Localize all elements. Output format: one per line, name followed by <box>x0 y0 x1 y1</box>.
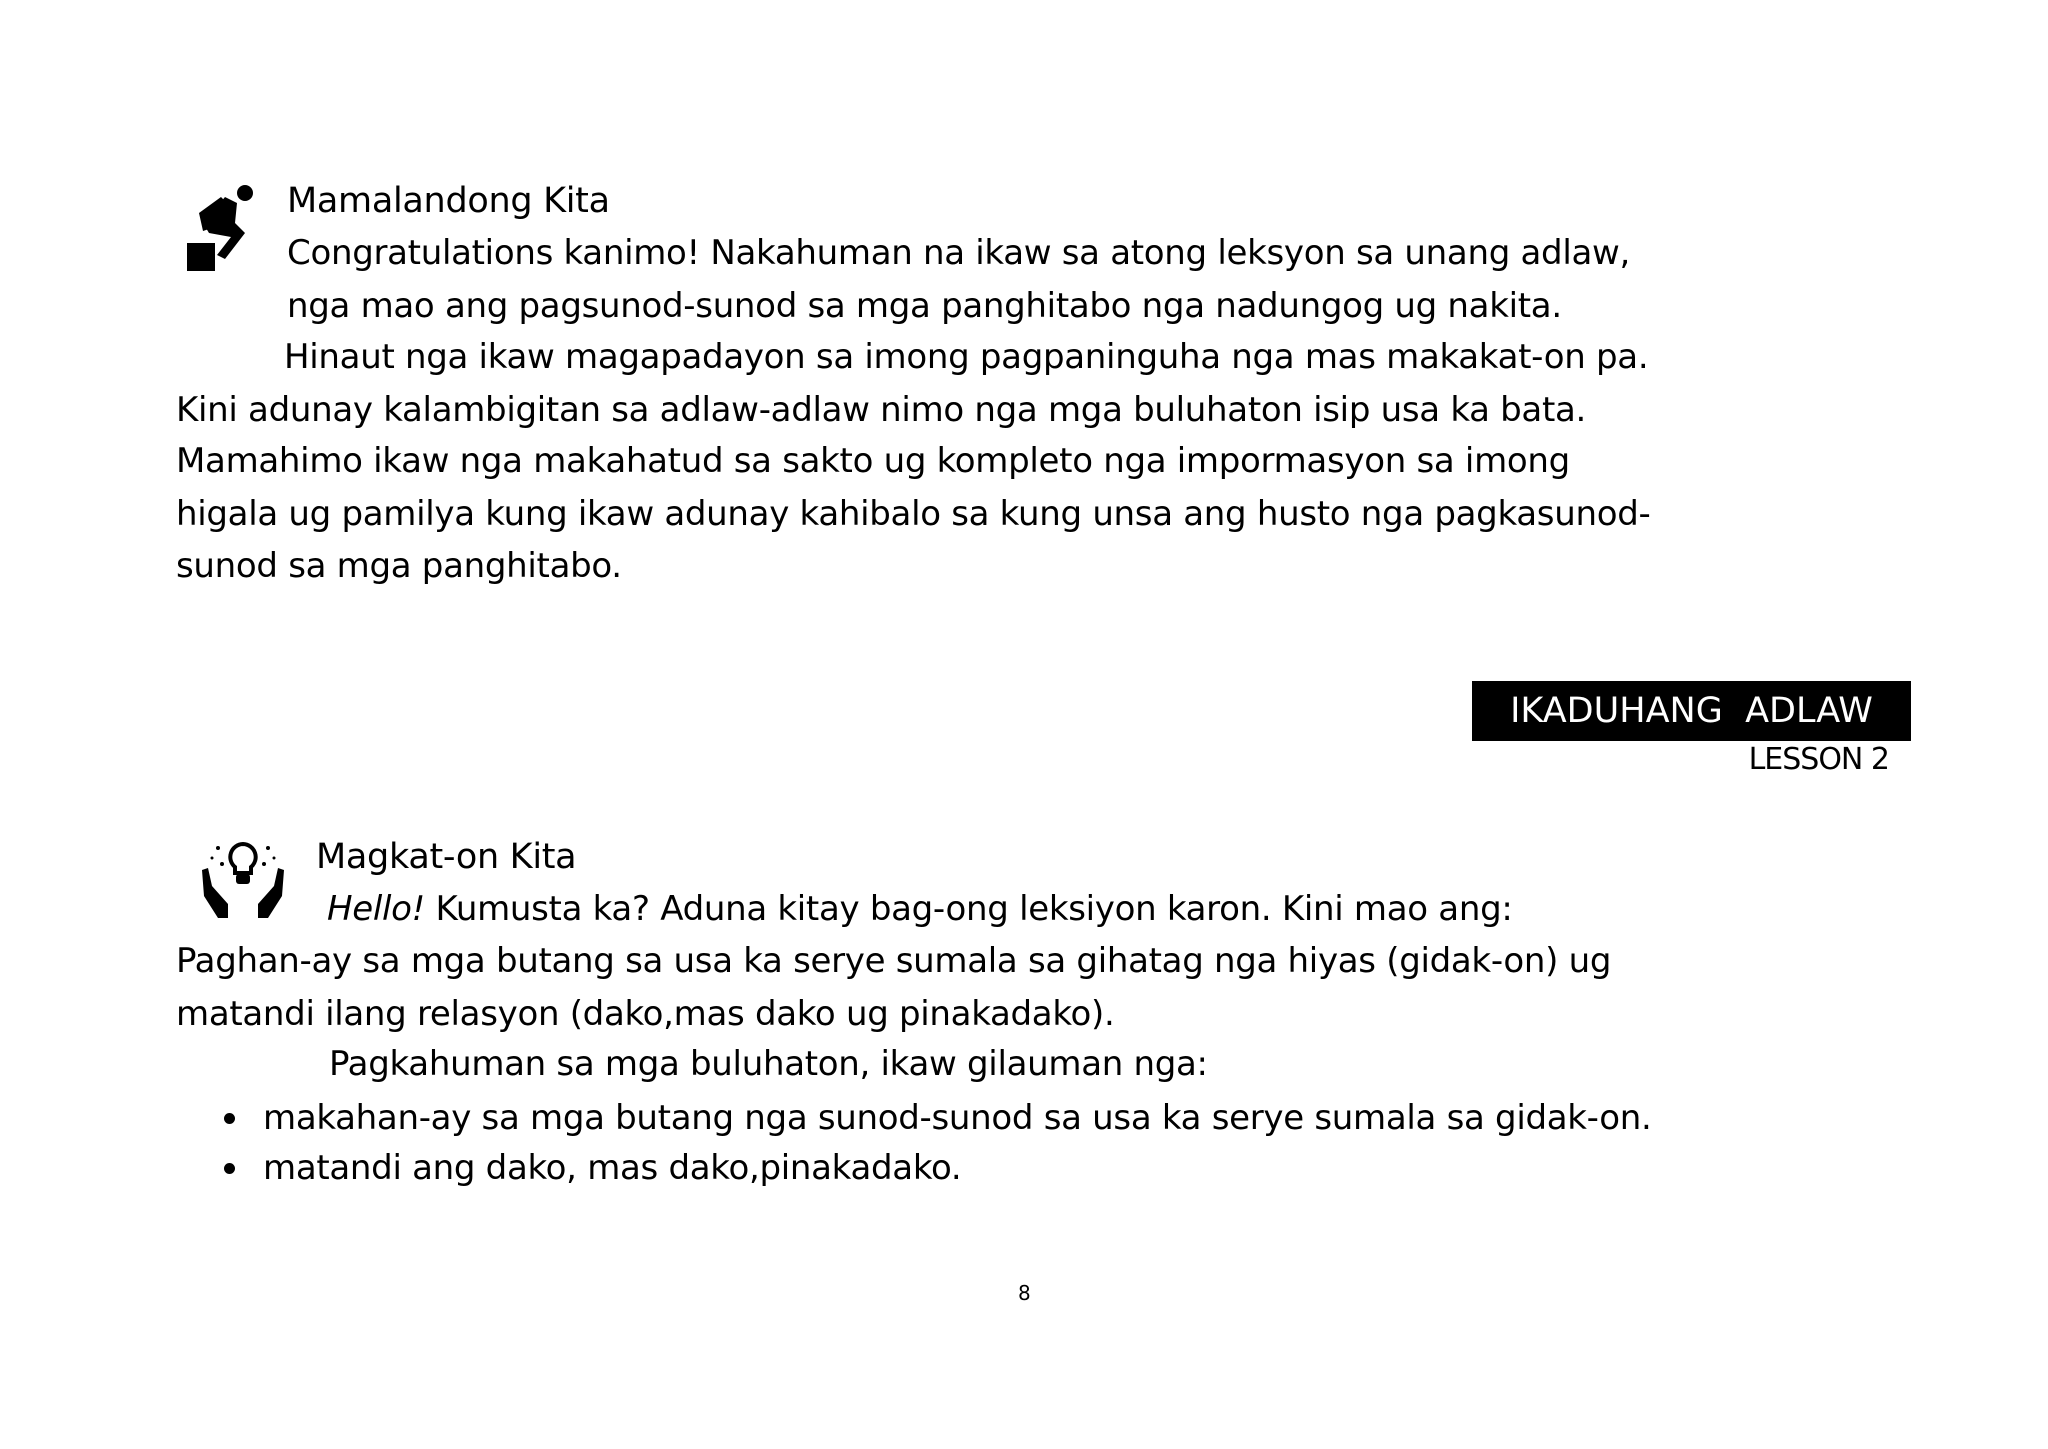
paragraph-line: Kini adunay kalambigitan sa adlaw-adlaw nimo nga mga buluhaton isip usa ka bata. <box>176 390 1587 430</box>
paragraph-line: Paghan-ay sa mga butang sa usa ka serye sumala sa gihatag nga hiyas (gidak-on) ug <box>176 941 1612 981</box>
hands-lightbulb-icon <box>198 834 288 920</box>
lesson-label: LESSON 2 <box>1748 742 1889 777</box>
bullet-icon <box>224 1113 235 1124</box>
bullet-icon <box>224 1163 235 1174</box>
day-banner: IKADUHANG ADLAW <box>1472 681 1911 741</box>
page-number: 8 <box>1018 1281 1031 1305</box>
intro-line <box>327 884 1513 934</box>
paragraph-line: Hinaut nga ikaw magapadayon sa imong pagpaninguha nga mas makakat-on pa. <box>284 337 1649 377</box>
paragraph-line: Pagkahuman sa mga buluhaton, ikaw gilauman nga: <box>329 1044 1208 1084</box>
paragraph-line: nga mao ang pagsunod-sunod sa mga panghitabo nga nadungog ug nakita. <box>287 286 1562 326</box>
bullet-item: makahan-ay sa mga butang nga sunod-sunod sa usa ka serye sumala sa gidak-on. <box>263 1098 1652 1138</box>
thinking-person-icon <box>185 183 257 275</box>
bullet-item: matandi ang dako, mas dako,pinakadako. <box>263 1148 962 1188</box>
paragraph-line: sunod sa mga panghitabo. <box>176 546 622 586</box>
intro-rest: Kumusta ka? Aduna kitay bag-ong leksiyon karon. Kini mao ang: <box>425 889 1513 929</box>
intro-italic: Hello! <box>327 889 426 929</box>
paragraph-line: Congratulations kanimo! Nakahuman na ikaw sa atong leksyon sa unang adlaw, <box>287 233 1631 273</box>
paragraph-line: matandi ilang relasyon (dako,mas dako ug pinakadako). <box>176 994 1115 1034</box>
paragraph-line: Mamahimo ikaw nga makahatud sa sakto ug kompleto nga impormasyon sa imong <box>176 441 1570 481</box>
paragraph-line: higala ug pamilya kung ikaw adunay kahibalo sa kung unsa ang husto nga pagkasunod- <box>176 494 1651 534</box>
section-heading-mamalandong-kita: Mamalandong Kita <box>287 181 610 221</box>
section-heading-magkat-on-kita: Magkat-on Kita <box>316 837 577 877</box>
